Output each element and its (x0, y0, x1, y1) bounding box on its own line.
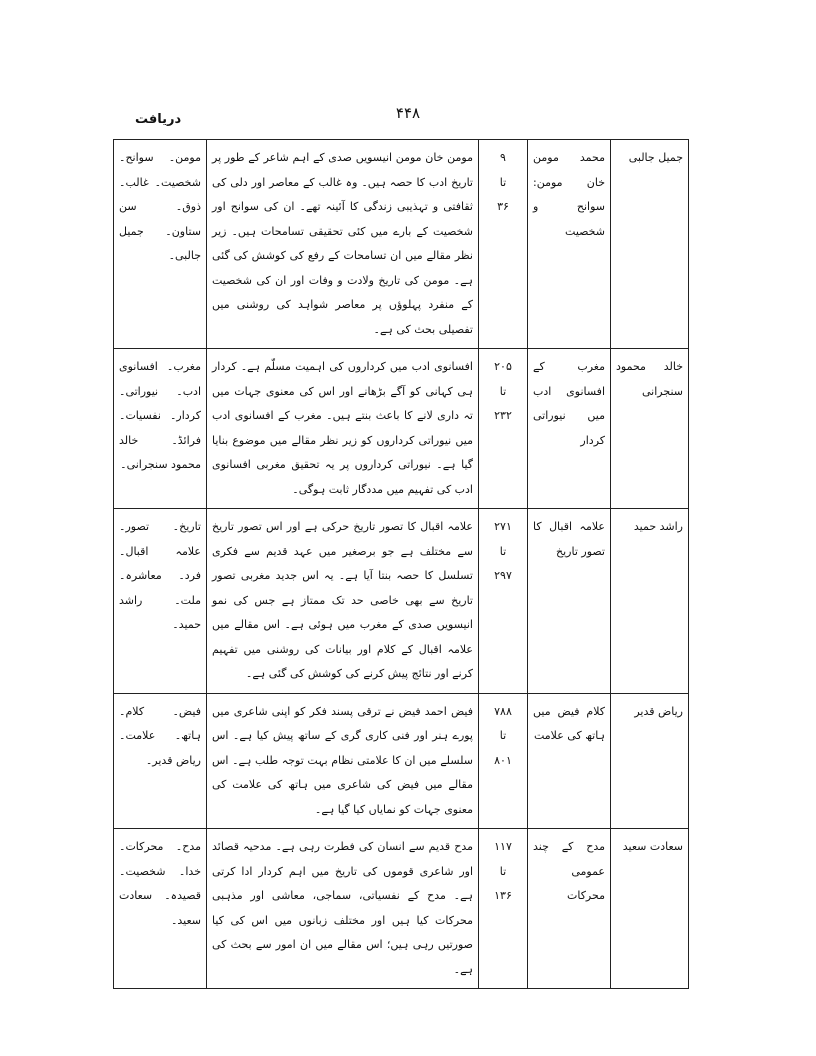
page-to-label: تا (499, 864, 507, 878)
page-number: ۴۴۸ (395, 104, 421, 122)
table-row (114, 693, 689, 829)
page-to: ۲۹۷ (494, 569, 512, 582)
page-from: ۱۱۷ (494, 840, 512, 853)
page-from: ۲۷۱ (494, 520, 512, 533)
title-cell: محمد مومن خان مومن: سوانح و شخصیت (528, 140, 611, 349)
title-cell: علامہ اقبال کا تصور تاریخ (528, 509, 611, 694)
summary-cell: فیض احمد فیض نے ترقی پسند فکر کو اپنی شاعری میں پورے ہنر اور فنی کاری گری کے ساتھ پیش کیا ہے۔ اس سلسلے میں ان کا علامتی نظام بہت توجہ طلب ہے۔ اس مقالے میں فیض کی شاعری میں ہاتھ کی علامت کی معنوی جہات کو نمایاں کیا گیا ہے۔ (207, 693, 479, 829)
pages-cell (479, 349, 528, 509)
page-to: ۳۶ (497, 200, 509, 213)
keywords-cell: مومن۔ سوانح۔ شخصیت۔ غالب۔ ذوق۔ سن ستاون۔ جمیل جالبی۔ (114, 140, 207, 349)
keywords-cell: تاریخ۔ تصور۔ علامہ اقبال۔ فرد۔ معاشرہ۔ ملت۔ راشد حمید۔ (114, 509, 207, 694)
page-from: ۷۸۸ (494, 704, 512, 718)
author-cell: جمیل جالبی (611, 140, 689, 349)
table-row (114, 349, 689, 509)
summary-cell: مومن خان مومن انیسویں صدی کے اہم شاعر کے طور پر تاریخ ادب کا حصہ ہیں۔ وہ غالب کے معاصر اور دلی کی ثقافتی و تہذیبی زندگی کا آئینہ تھے۔ ان کی سوانح اور شخصیت کے بارے میں کئی تحقیقی تسامحات ہیں۔ زیر نظر مقالے میں ان تسامحات کے رفع کی کوشش کی گئی ہے۔ مومن کی تاریخ ولادت و وفات اور ان کی شخصیت کے منفرد پہلوؤں پر معاصر شواہد کی روشنی میں تفصیلی بحث کی ہے۔ (207, 140, 479, 349)
keywords-cell: مغرب۔ افسانوی ادب۔ نیوراتی۔ کردار۔ نفسیات۔ فرائڈ۔ خالد محمود سنجرانی۔ (114, 349, 207, 509)
pages-cell (479, 693, 528, 829)
header-label: دریافت (135, 112, 182, 127)
page-to-label: تا (499, 544, 507, 558)
table-row (114, 509, 689, 694)
page-from: ۲۰۵ (494, 360, 512, 373)
author-cell: سعادت سعید (611, 829, 689, 989)
article-index-table (113, 139, 689, 989)
author-cell: خالد محمود سنجرانی (611, 349, 689, 509)
pages-cell (479, 829, 528, 989)
title-cell: مدح کے چند عمومی محرکات (528, 829, 611, 989)
page-to: ۱۳۶ (494, 889, 512, 902)
author-cell: راشد حمید (611, 509, 689, 694)
page-from: ۹ (500, 151, 506, 164)
summary-cell: مدح قدیم سے انسان کی فطرت رہی ہے۔ مدحیہ قصائد اور شاعری قوموں کی تاریخ میں اہم کردار ادا کرتی ہے۔ مدح کے نفسیاتی، سماجی، معاشی اور مذہبی محرکات کیا ہیں اور مختلف زبانوں میں اس کی کیا صورتیں رہی ہیں؛ اس مقالے میں ان امور سے بحث کی ہے۔ (207, 829, 479, 989)
summary-cell: افسانوی ادب میں کرداروں کی اہمیت مسلّم ہے۔ کردار ہی کہانی کو آگے بڑھانے اور اس کی معنوی جہات میں تہ داری لانے کا باعث بنتے ہیں۔ مغرب کے افسانوی ادب میں نیوراتی کرداروں کو زیر نظر مقالے میں موضوع بنایا گیا ہے۔ نیوراتی کرداروں پر یہ تحقیق مغربی افسانوی ادب کی تفہیم میں مددگار ثابت ہوگی۔ (207, 349, 479, 509)
author-cell: ریاض قدیر (611, 693, 689, 829)
pages-cell (479, 140, 528, 349)
page-to-label: تا (499, 175, 507, 189)
summary-cell: علامہ اقبال کا تصور تاریخ حرکی ہے اور اس تصور تاریخ سے مختلف ہے جو برصغیر میں عہد قدیم سے فکری تسلسل کا حصہ بنتا آیا ہے۔ یہ اس جدید مغربی تصور تاریخ سے بھی خاصی حد تک ممتاز ہے جس کی نمو انیسویں صدی کے مغرب میں ہوئی ہے۔ اس مقالے میں علامہ اقبال کے کلام اور بیانات کی روشنی میں تفہیم کرنے اور نتائج پیش کرنے کی کوشش کی گئی ہے۔ (207, 509, 479, 694)
keywords-cell: فیض۔ کلام۔ ہاتھ۔ علامت۔ ریاض قدیر۔ (114, 693, 207, 829)
title-cell: کلام فیض میں ہاتھ کی علامت (528, 693, 611, 829)
table-row (114, 829, 689, 989)
page-to: ۲۳۲ (494, 409, 512, 422)
keywords-cell: مدح۔ محرکات۔ خدا۔ شخصیت۔ قصیدہ۔ سعادت سعید۔ (114, 829, 207, 989)
page-to-label: تا (499, 729, 507, 742)
page-to-label: تا (499, 384, 507, 398)
pages-cell (479, 509, 528, 694)
title-cell: مغرب کے افسانوی ادب میں نیوراتی کردار (528, 349, 611, 509)
table-row (114, 140, 689, 349)
page-to: ۸۰۱ (494, 753, 512, 767)
